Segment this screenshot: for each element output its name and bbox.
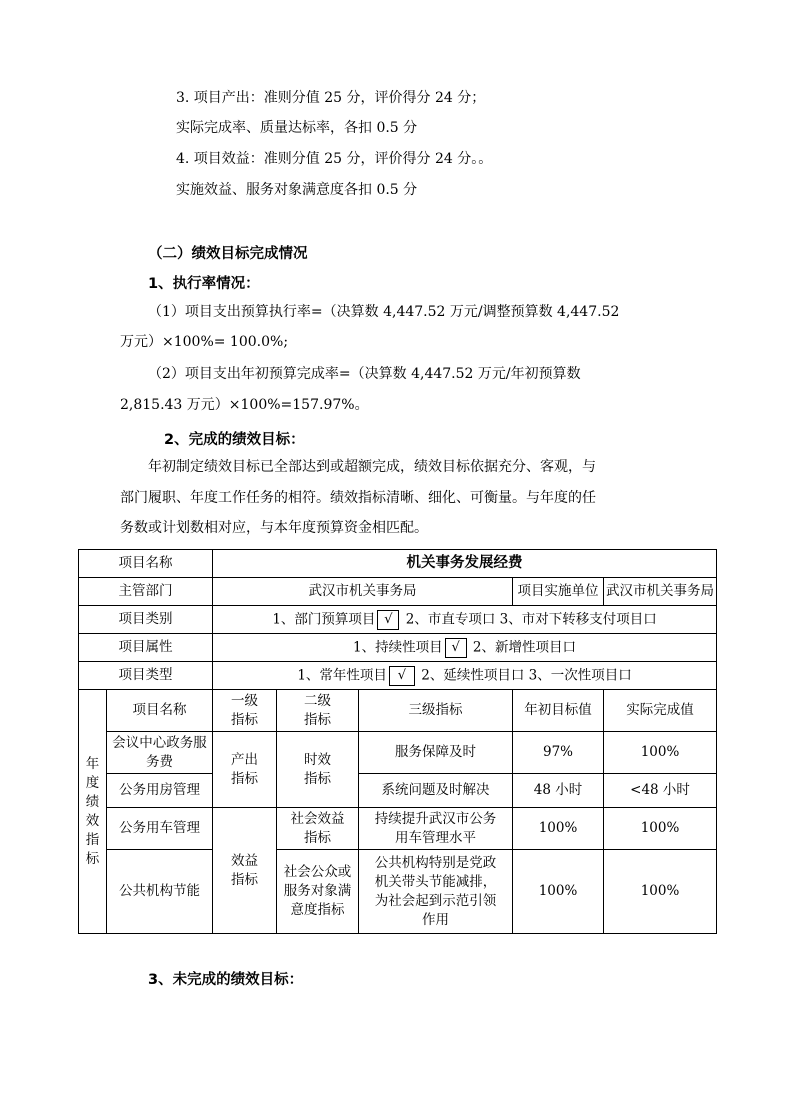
attribute-other-options: 2、新增性项目口 [472, 639, 577, 655]
execution-rate-line1-cont: 万元）×100%= 100.0%; [120, 334, 289, 350]
row-level3-text: 公共机构特别是党政机关带头节能减排，为社会起到示范引领作用 [374, 854, 497, 928]
completed-goals-paragraph-line3: 务数或计划数相对应，与本年度预算资金相匹配。 [120, 520, 428, 536]
header-level3: 三级指标 [359, 690, 513, 732]
completed-goals-paragraph-line1: 年初制定绩效目标已全部达到或超额完成，绩效目标依据充分、客观，与 [148, 459, 596, 475]
type-other-options: 2、延续性项目口 3、一次性项目口 [421, 667, 632, 683]
benefit-indicator-cell [213, 808, 277, 934]
table-row [79, 774, 717, 808]
category-row [79, 606, 717, 634]
row-target: 48 小时 [513, 774, 604, 808]
timeliness-indicator-cell [277, 732, 359, 808]
type-options [213, 662, 717, 690]
row-project-name [107, 732, 213, 774]
row-level3: 服务保障及时 [359, 732, 513, 774]
project-name-value: 机关事务发展经费 [213, 550, 717, 578]
row-level3: 系统问题及时解决 [359, 774, 513, 808]
budget-completion-line-cont: 2,815.43 万元）×100%=157.97%。 [120, 397, 369, 413]
row-level2 [277, 808, 359, 850]
budget-completion-line: （2）项目支出年初预算完成率=（决算数 4,447.52 万元/年初预算数 [148, 366, 581, 382]
row-level3-text: 持续提升武汉市公务用车管理水平 [374, 810, 497, 846]
row-level2 [277, 850, 359, 934]
type-row [79, 662, 717, 690]
department-row [79, 578, 717, 606]
category-other-options: 2、市直专项口 3、市对下转移支付项目口 [405, 611, 657, 627]
uncompleted-goals-heading: 3、未完成的绩效目标： [148, 972, 304, 988]
execution-rate-line1: （1）项目支出预算执行率=（决算数 4,447.52 万元/调整预算数 4,447.52 [148, 304, 620, 320]
annual-indicators-label [79, 690, 107, 934]
benefit-deduction-note: 实施效益、服务对象满意度各扣 0.5 分 [176, 182, 418, 198]
header-actual [604, 690, 717, 732]
output-score-line: 3. 项目产出：准则分值 25 分，评价得分 24 分； [176, 90, 486, 106]
row-actual: <48 小时 [604, 774, 717, 808]
category-checkbox[interactable]: √ [377, 610, 399, 630]
row-actual: 100% [604, 732, 717, 774]
implementing-unit-label: 项目实施单位 [513, 578, 604, 606]
benefit-score-line: 4. 项目效益：准则分值 25 分，评价得分 24 分。。 [176, 151, 493, 167]
row-project-name: 公务用车管理 [107, 808, 213, 850]
row-project-name: 公共机构节能 [107, 850, 213, 934]
attribute-option-continuing: 1、持续性项目 [353, 639, 443, 655]
row-level3 [359, 850, 513, 934]
output-indicator-text: 产出指标 [231, 751, 258, 787]
category-option-dept-budget: 1、部门预算项目 [272, 611, 376, 627]
timeliness-indicator-text: 时效指标 [304, 751, 331, 787]
type-label: 项目类型 [79, 662, 213, 690]
attribute-row [79, 634, 717, 662]
row-target: 100% [513, 808, 604, 850]
header-actual-text: 实际完成值 [626, 702, 694, 718]
annual-indicators-text: 年度绩效指标 [85, 755, 100, 867]
performance-table [78, 549, 717, 934]
department-value: 武汉市机关事务局 [213, 578, 513, 606]
attribute-label: 项目属性 [79, 634, 213, 662]
header-level2-text: 二级指标 [304, 692, 331, 728]
attribute-checkbox[interactable]: √ [445, 638, 467, 658]
row-project-name-text: 会议中心政务服务费 [112, 734, 207, 770]
row-target: 97% [513, 732, 604, 774]
indicator-header-row [79, 690, 717, 732]
type-option-annual: 1、常年性项目 [297, 667, 387, 683]
row-actual: 100% [604, 850, 717, 934]
completed-goals-heading: 2、完成的绩效目标： [164, 432, 305, 448]
completed-goals-paragraph-line2: 部门履职、年度工作任务的相符。绩效指标清晰、细化、可衡量。与年度的任 [120, 490, 596, 506]
execution-rate-heading: 1、执行率情况： [148, 276, 260, 292]
type-checkbox[interactable]: √ [389, 666, 415, 686]
row-project-name: 公务用房管理 [107, 774, 213, 808]
category-options [213, 606, 717, 634]
row-target: 100% [513, 850, 604, 934]
row-level2-text: 社会效益指标 [290, 810, 345, 846]
header-project-name: 项目名称 [107, 690, 213, 732]
row-level2-text: 社会公众或服务对象满意度指标 [283, 864, 352, 918]
project-name-label: 项目名称 [79, 550, 213, 578]
table-row [79, 808, 717, 850]
header-level1-text: 一级指标 [231, 692, 258, 728]
row-actual: 100% [604, 808, 717, 850]
header-target-text: 年初目标值 [524, 702, 592, 718]
category-label: 项目类别 [79, 606, 213, 634]
header-level2 [277, 690, 359, 732]
department-label: 主管部门 [79, 578, 213, 606]
section-heading: （二）绩效目标完成情况 [148, 246, 308, 262]
benefit-indicator-text: 效益指标 [231, 852, 258, 888]
project-name-row [79, 550, 717, 578]
header-level1 [213, 690, 277, 732]
table-row [79, 850, 717, 934]
output-indicator-cell [213, 732, 277, 808]
attribute-options [213, 634, 717, 662]
header-target [513, 690, 604, 732]
implementing-unit-value: 武汉市机关事务局 [604, 578, 717, 606]
row-level3 [359, 808, 513, 850]
output-deduction-note: 实际完成率、质量达标率，各扣 0.5 分 [176, 120, 418, 136]
table-row [79, 732, 717, 774]
